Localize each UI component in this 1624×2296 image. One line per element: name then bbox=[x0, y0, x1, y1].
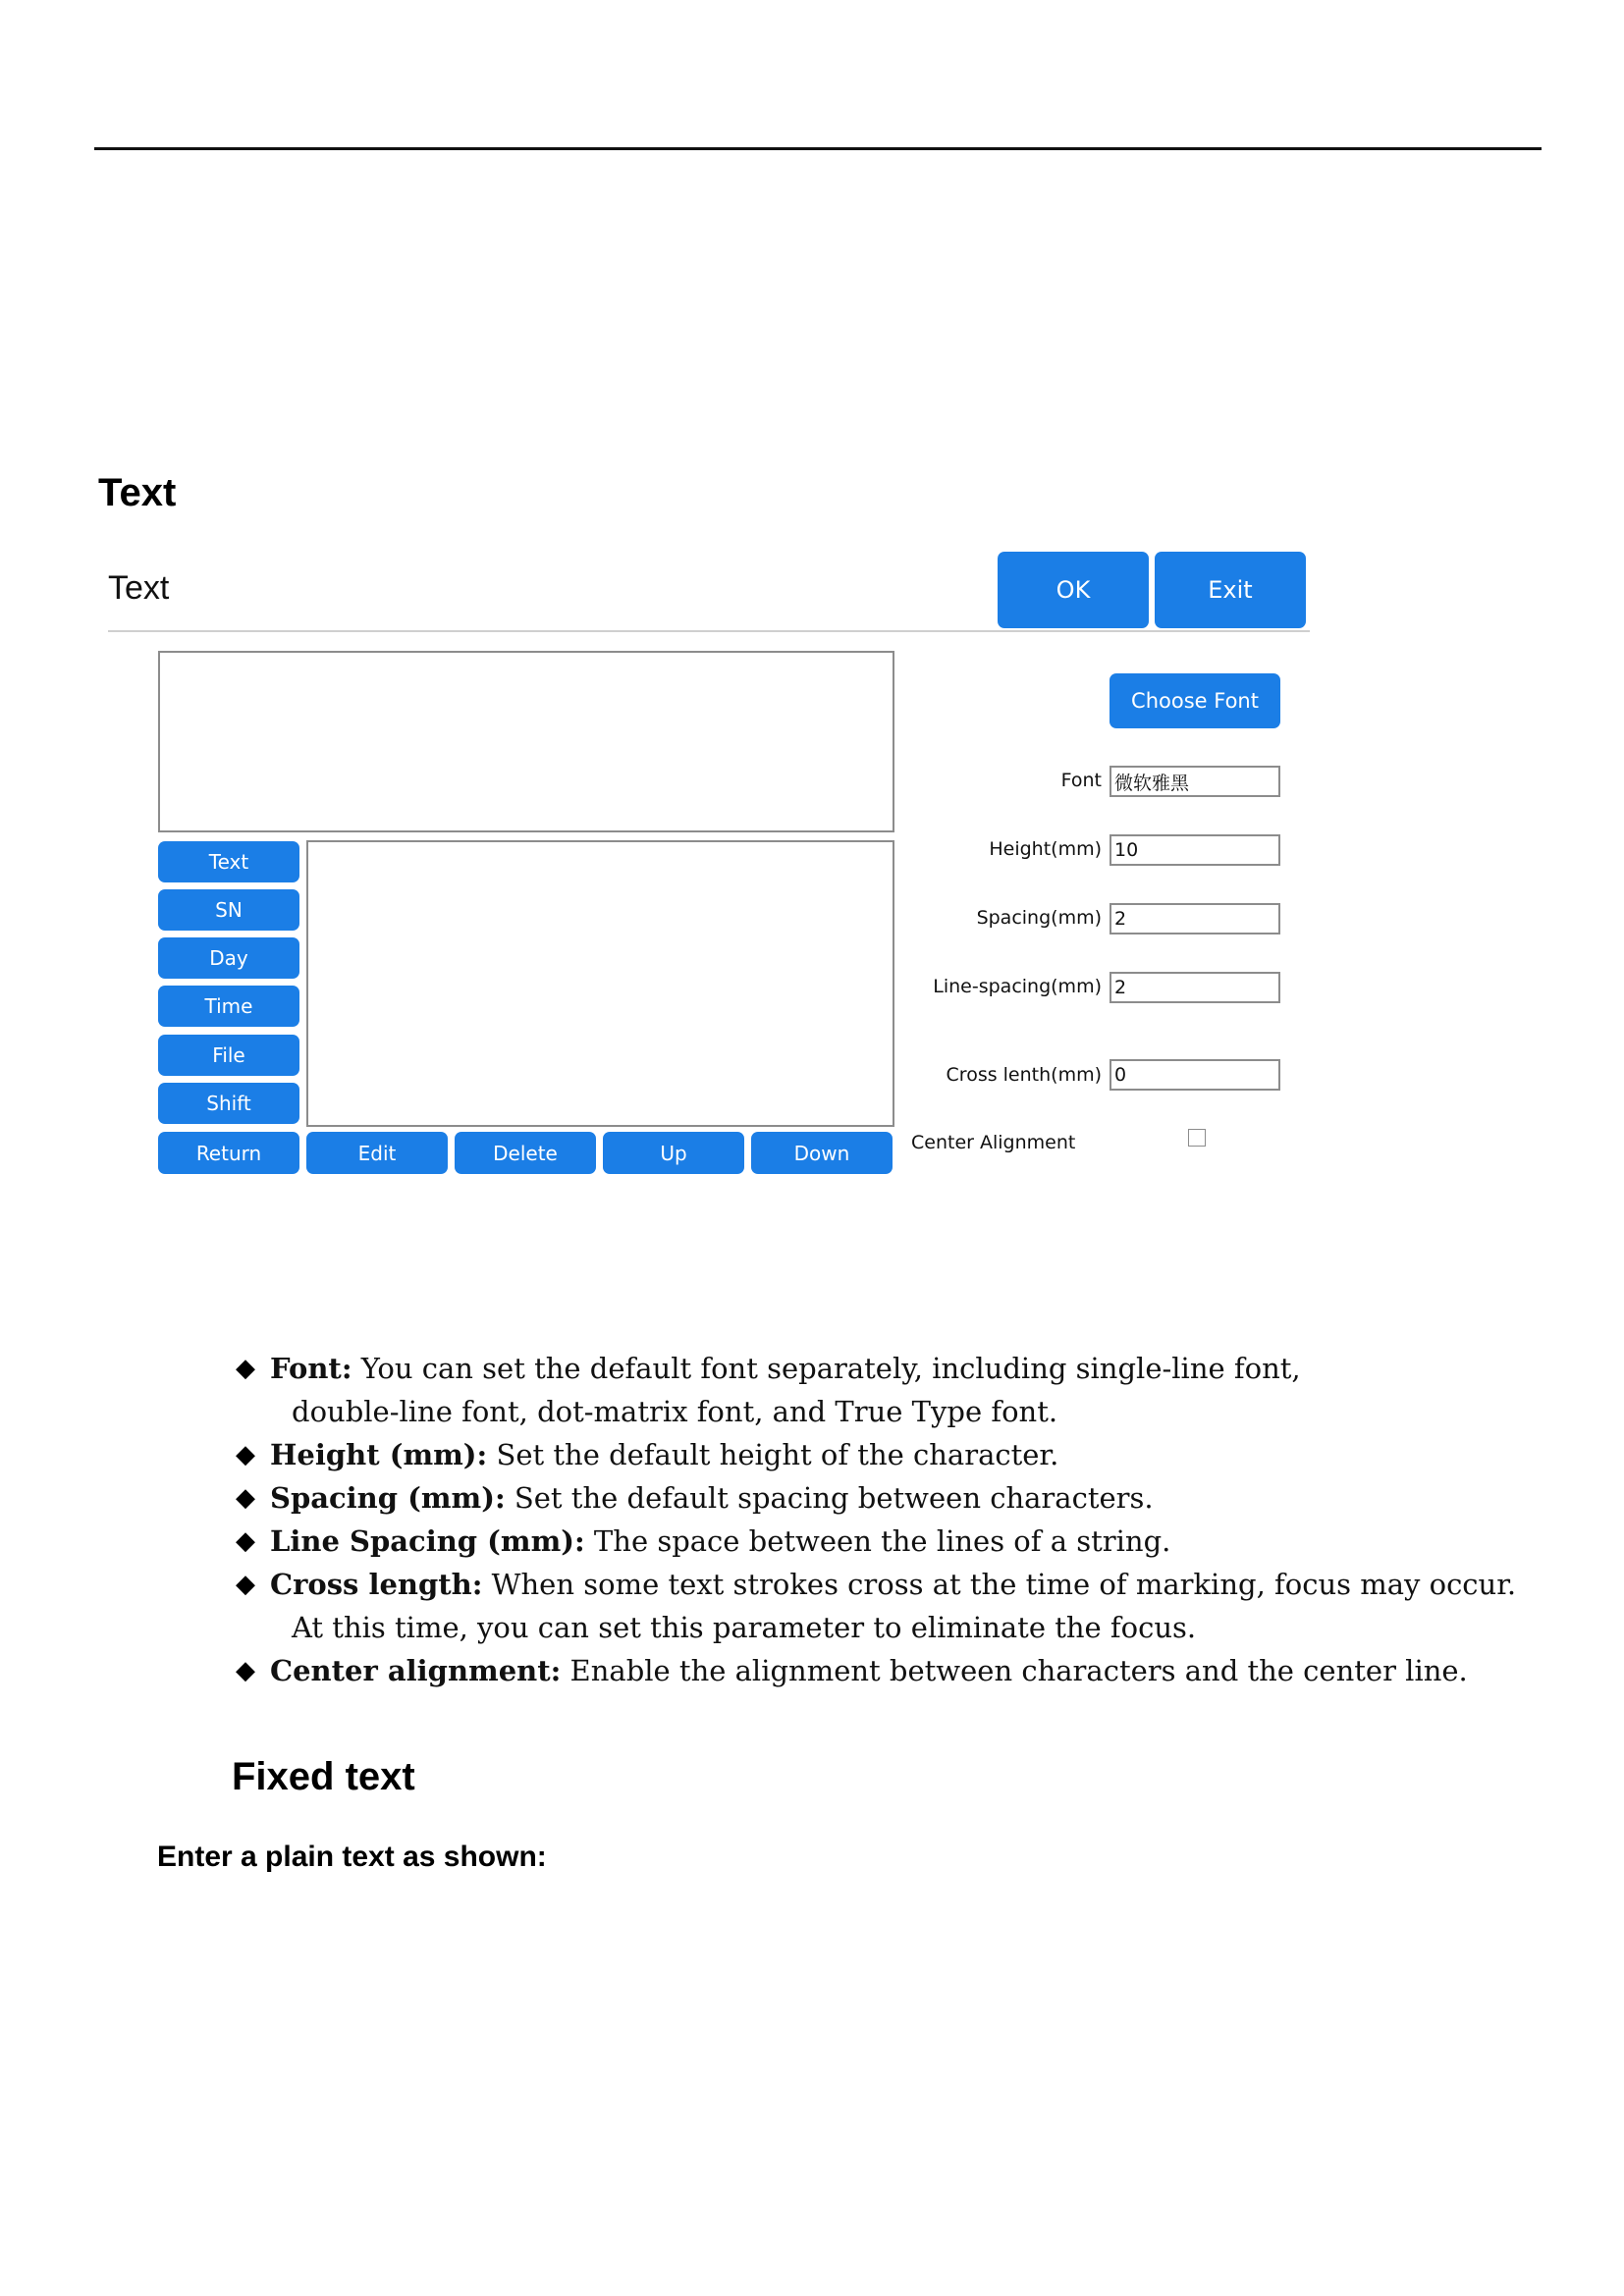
text-button[interactable]: Text bbox=[158, 841, 299, 882]
bullet-font: ◆ Font: You can set the default font separately, including single-line font, double-line font, dot-matrix font, and True Type font. bbox=[236, 1347, 1542, 1433]
bullet-line-spacing: ◆ Line Spacing (mm): The space between the lines of a string. bbox=[236, 1520, 1542, 1563]
bullet-cross-length: ◆ Cross length: When some text strokes cross at the time of marking, focus may occur. At this time, you can set this parameter to eliminate the focus. bbox=[236, 1563, 1542, 1649]
return-button[interactable]: Return bbox=[158, 1132, 299, 1174]
sn-button[interactable]: SN bbox=[158, 889, 299, 931]
section-heading: Text bbox=[98, 471, 177, 514]
diamond-bullet-icon: ◆ bbox=[236, 1354, 255, 1383]
down-button[interactable]: Down bbox=[751, 1132, 893, 1174]
up-button[interactable]: Up bbox=[603, 1132, 744, 1174]
edit-button[interactable]: Edit bbox=[306, 1132, 448, 1174]
diamond-bullet-icon: ◆ bbox=[236, 1570, 255, 1599]
dialog-divider bbox=[108, 630, 1310, 632]
delete-button[interactable]: Delete bbox=[455, 1132, 596, 1174]
line-spacing-label: Line-spacing(mm) bbox=[933, 976, 1102, 997]
diamond-bullet-icon: ◆ bbox=[236, 1656, 255, 1685]
header-rule bbox=[94, 147, 1542, 150]
center-alignment-label: Center Alignment bbox=[911, 1132, 1076, 1153]
parameter-descriptions bbox=[236, 1347, 1542, 1692]
diamond-bullet-icon: ◆ bbox=[236, 1526, 255, 1556]
spacing-label: Spacing(mm) bbox=[976, 907, 1102, 929]
dialog-title: Text bbox=[108, 569, 170, 607]
choose-font-button[interactable]: Choose Font bbox=[1110, 673, 1280, 728]
text-preview-area[interactable] bbox=[158, 651, 894, 832]
exit-button[interactable]: Exit bbox=[1155, 552, 1306, 628]
font-label: Font bbox=[1060, 770, 1102, 791]
file-button[interactable]: File bbox=[158, 1035, 299, 1076]
fixed-text-heading: Fixed text bbox=[232, 1755, 415, 1798]
day-button[interactable]: Day bbox=[158, 937, 299, 979]
cross-length-field[interactable] bbox=[1110, 1059, 1280, 1091]
font-field[interactable] bbox=[1110, 766, 1280, 797]
time-button[interactable]: Time bbox=[158, 986, 299, 1027]
cross-length-label: Cross lenth(mm) bbox=[946, 1064, 1102, 1086]
diamond-bullet-icon: ◆ bbox=[236, 1440, 255, 1469]
shift-button[interactable]: Shift bbox=[158, 1083, 299, 1124]
center-alignment-checkbox[interactable] bbox=[1188, 1129, 1206, 1147]
height-label: Height(mm) bbox=[989, 838, 1102, 860]
text-dialog bbox=[108, 550, 1310, 1188]
bullet-center-alignment: ◆ Center alignment: Enable the alignment between characters and the center line. bbox=[236, 1649, 1542, 1692]
line-spacing-field[interactable] bbox=[1110, 972, 1280, 1003]
ok-button[interactable]: OK bbox=[998, 552, 1149, 628]
spacing-field[interactable] bbox=[1110, 903, 1280, 934]
enter-plain-text-caption: Enter a plain text as shown: bbox=[157, 1841, 547, 1873]
bullet-spacing: ◆ Spacing (mm): Set the default spacing between characters. bbox=[236, 1476, 1542, 1520]
diamond-bullet-icon: ◆ bbox=[236, 1483, 255, 1513]
bullet-height: ◆ Height (mm): Set the default height of the character. bbox=[236, 1433, 1542, 1476]
height-field[interactable] bbox=[1110, 834, 1280, 866]
